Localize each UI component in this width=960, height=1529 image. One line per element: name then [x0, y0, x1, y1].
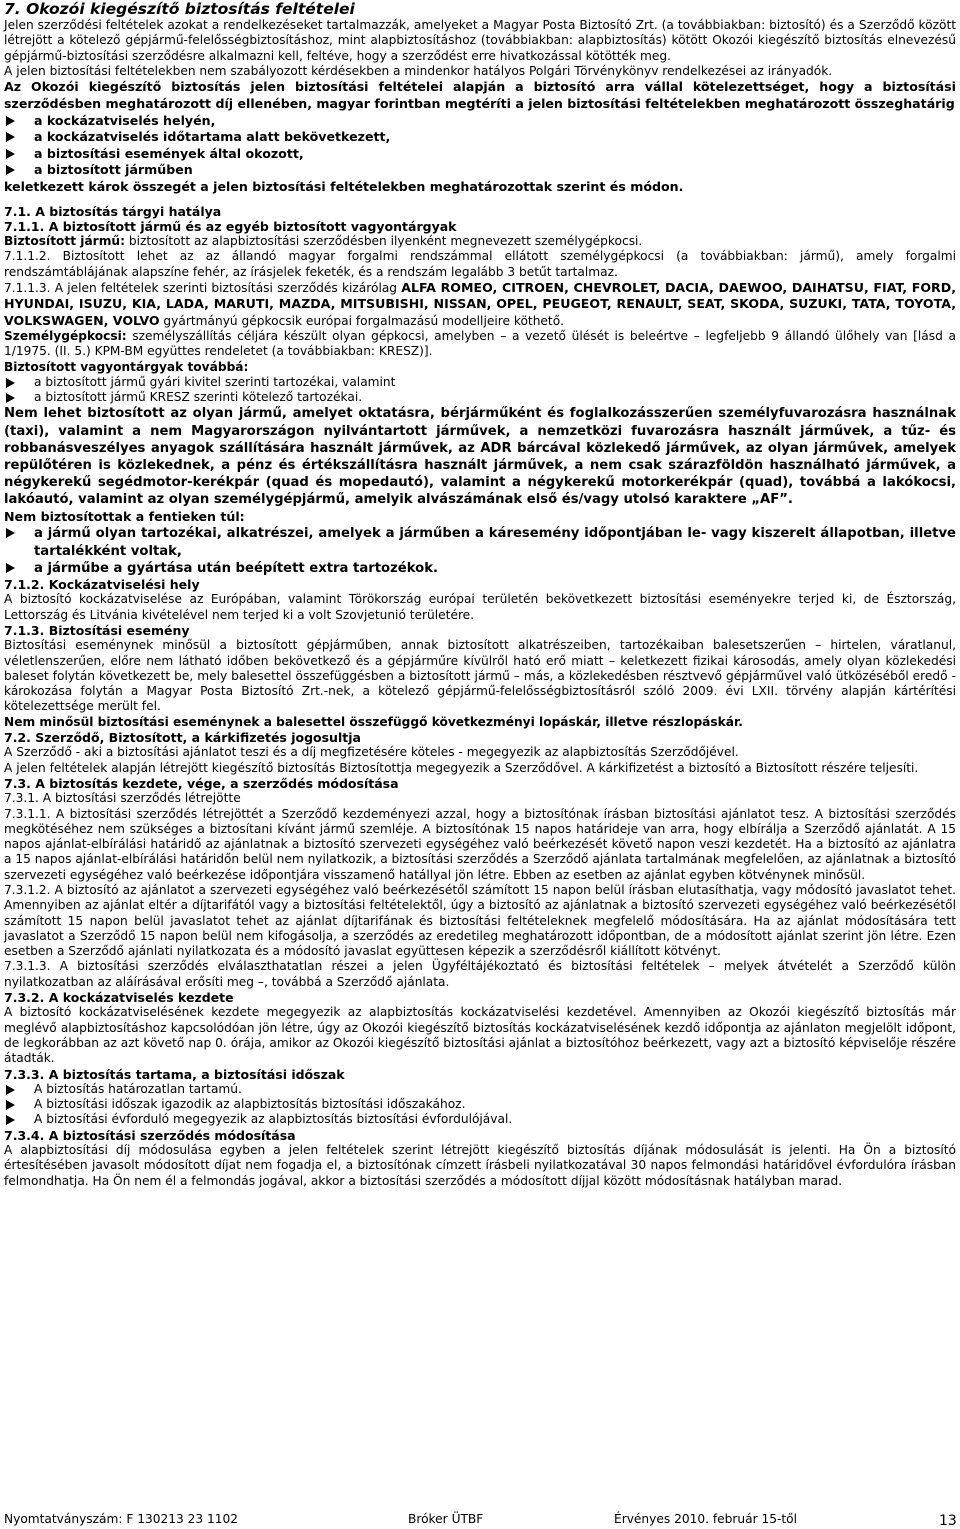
validity-date: Érvényes 2010. február 15-től	[614, 1512, 797, 1526]
not-insured-2-title: Nem biztosítottak a fentieken túl:	[4, 508, 245, 524]
section-title: 7. Okozói kiegészítő biztosítás feltételei	[4, 0, 355, 18]
list-item: A biztosítás határozatlan tartamú.	[4, 1082, 956, 1097]
list-item: A biztosítási évforduló megegyezik az alapbiztosítás biztosítási évfordulójával.	[4, 1112, 956, 1127]
arrow-bullet-icon	[6, 1085, 15, 1095]
arrow-bullet-icon	[6, 528, 15, 538]
broker-label: Bróker ÜTBF	[408, 1512, 484, 1526]
arrow-bullet-icon	[6, 1115, 15, 1125]
definition-insured-vehicle: Biztosított jármű: biztosított az alapbiztosítási szerződésben ilyenként megnevezett személygépkocsi.	[4, 234, 643, 249]
arrow-bullet-icon	[6, 378, 15, 388]
page-footer	[4, 1512, 956, 1528]
list-item: a járműbe a gyártása után beépített extra tartozékok.	[4, 560, 956, 577]
list-item: a biztosított jármű gyári kivitel szerinti tartozékai, valamint	[4, 375, 956, 390]
list-item: a biztosítási események által okozott,	[4, 146, 956, 163]
heading-7-3: 7.3. A biztosítás kezdete, vége, a szerződés módosítása	[4, 775, 399, 791]
arrow-bullet-icon	[6, 149, 15, 159]
term-list	[4, 1082, 956, 1128]
heading-7-1: 7.1. A biztosítás tárgyi hatálya	[4, 203, 222, 219]
arrow-bullet-icon	[6, 393, 15, 403]
not-insured-paragraph: Nem lehet biztosított az olyan jármű, amelyet oktatásra, bérjárműként és foglalkozásszerűen személyfuvarozásra használnak (taxi), valamint a nem Magyarországon nyilvántartott járművek, a nemzetközi fuvarozásra használt járművek, a tűz- és robbanásveszélyes anyagok szállítására használt járművek, az ADR bárcával közlekedő járművek, az olyan járművek, amelyek repülőtéren is közlekednek, a pénz és értékszállításra használt járművek, a nem csak szárazföldön használható járművek, a négykerekű segédmotor-kerékpár (quad és mopedautó), valamint a négykerekű motorkerékpár (quad), továbbá a lakókocsi, lakóautó, valamint az olyan személygépjármű, amelyik alvászámának első és/vagy utolsó karaktere „AF”.	[4, 406, 956, 508]
intro-paragraph-2: A jelen biztosítási feltételekben nem szabályozott kérdésekben a mindenkor hatályos Polgári Törvénykönyv rendelkezései az irányadók.	[4, 63, 833, 78]
paragraph-7-2-2: A jelen feltételek alapján létrejött kiegészítő biztosítás Biztosítottja megegyezik a Szerződővel. A kárkifizetést a biztosító a Biztosított részére teljesíti.	[4, 760, 919, 775]
paragraph-7-3-1-3: 7.3.1.3. A biztosítási szerződés elválaszthatatlan részei a jelen Ügyféltájékoztató és biztosítási feltételek – melyek átvételét a Szerződő külön nyilatkozatban az aláírásával erősíti meg –, továbbá a Szerződő ajánlata.	[4, 959, 956, 989]
paragraph-7-1-1-3: 7.1.1.3. A jelen feltételek szerinti biztosítási szerződés kizárólag ALFA ROMEO, CITROEN, CHEVROLET, DACIA, DAEWOO, DAIHATSU, FIAT, FORD, HYUNDAI, ISUZU, KIA, LADA, MARUTI, MAZDA, MITSUBISHI, NISSAN, OPEL, PEUGEOT, RENAULT, SEAT, SKODA, SUZUKI, TATA, TOYOTA, VOLKSWAGEN, VOLVO gyártmányú gépkocsik európai forgalmazású modelljeire köthető.	[4, 280, 956, 328]
arrow-bullet-icon	[6, 1100, 15, 1110]
paragraph-7-3-2: A biztosító kockázatviselésének kezdete megegyezik az alapbiztosítás kockázatviselési kezdetével. Amennyiben az Okozói kiegészítő biztosítás már meglévő alapbiztosításhoz kapcsolódóan jön létre, úgy az Okozói kiegészítő biztosítás kockázatviselésének kezdő időpontja az ajánlaton megjelölt időpont, de legkorábban az azt követő nap 0. órája, amikor az Okozói kiegészítő biztosítási ajánlat a biztosítóhoz beérkezett, vagy azt a biztosító képviselője részére átadták.	[4, 1005, 956, 1066]
list-item: A biztosítási időszak igazodik az alapbiztosítás biztosítási időszakához.	[4, 1097, 956, 1112]
intro-list	[4, 113, 956, 179]
intro-paragraph-4: keletkezett károk összegét a jelen biztosítási feltételekben meghatározottak szerint és módon.	[4, 178, 684, 194]
list-item: a biztosított jármű KRESZ szerinti kötelező tartozékai.	[4, 390, 956, 405]
subheading-7-3-1: 7.3.1. A biztosítási szerződés létrejötte	[4, 791, 241, 806]
list-item: a kockázatviselés helyén,	[4, 113, 956, 130]
not-insured-2-list	[4, 525, 956, 577]
form-number: Nyomtatványszám: F 130213 23 1102	[4, 1512, 239, 1526]
arrow-bullet-icon	[6, 132, 15, 142]
intro-paragraph-3: Az Okozói kiegészítő biztosítás jelen biztosítási feltételei alapján a biztosító arra vállal kötelezettséget, hogy a biztosítási szerződésben meghatározott díj ellenében, magyar forintban megtéríti a jelen biztosítási feltételekben meghatározott összeghatárig	[4, 79, 956, 111]
heading-7-2: 7.2. Szerződő, Biztosított, a kárkifizetés jogosultja	[4, 730, 361, 746]
further-insured-list	[4, 375, 956, 406]
list-item: a kockázatviselés időtartama alatt bekövetkezett,	[4, 129, 956, 146]
list-item: a jármű olyan tartozékai, alkatrészei, amelyek a járműben a káresemény időpontjában le- vagy kiszerelt állapotban, illetve tartalékként voltak,	[4, 525, 956, 559]
list-item: a biztosított járműben	[4, 162, 956, 179]
arrow-bullet-icon	[6, 165, 15, 175]
paragraph-7-3-1-1: 7.3.1.1. A biztosítási szerződés létrejöttét a Szerződő kezdeményezi azzal, hogy a biztosítónak írásban biztosítási ajánlatot tesz. A biztosítási szerződés megkötéséhez nem szükséges a biztosítani kívánt jármű szemléje. A biztosítónak 15 napos határideje van arra, hogy elbírálja a Szerződő ajánlatát. A 15 napos ajánlat-elbírálási határidő az ajánlatnak a biztosító szervezeti egységéhez való beérkezését követő napon veszi kezdetét. Ha a biztosító az ajánlatra a 15 napos ajánlat-elbírálási határidőn belül nem nyilatkozik, a biztosítási szerződés a Szerződő ajánlata tartalmának megfelelően, az ajánlatnak a biztosító szervezeti egységéhez való beérkezése időpontjára visszamenő hatállyal jön létre. Ebben az esetben az ajánlat egyben kötvénynek minősül.	[4, 806, 956, 882]
definition-passenger-car: Személygépkocsi: személyszállítás céljára készült olyan gépkocsi, amelyben – a vezető ülését is beleértve – legfeljebb 9 állandó ülőhely van [lásd a 1/1975. (II. 5.) KPM-BM együttes rendeletet (a továbbiakban: KRESZ)].	[4, 328, 956, 359]
paragraph-7-3-4: A alapbiztosítási díj módosulása egyben a jelen feltételek szerint létrejött kiegészítő biztosítás díjának módosulását is jelenti. Ha Ön a biztosító értesítésében javasolt módosított díjat nem fogadja el, a biztosítónak címzett írásbeli nyilatkozatával 30 napos felmondási határidővel évfordulóra írásban felmondhatja. Ha Ön nem él a felmondás jogával, akkor a biztosítási szerződés a módosított díjjal között módosításnak hatályban marad.	[4, 1143, 956, 1188]
heading-7-1-2: 7.1.2. Kockázatviselési hely	[4, 577, 200, 593]
document-page	[4, 0, 956, 1189]
heading-7-3-4: 7.3.4. A biztosítási szerződés módosítása	[4, 1127, 296, 1143]
heading-7-1-3: 7.1.3. Biztosítási esemény	[4, 622, 190, 638]
heading-7-3-3: 7.3.3. A biztosítás tartama, a biztosítási időszak	[4, 1066, 345, 1082]
paragraph-7-1-3: Biztosítási eseménynek minősül a biztosított gépjárműben, annak biztosított alkatrészeiben, tartozékaiban balesetszerűen – hirtelen, váratlanul, véletlenszerűen, előre nem látható időben bekövetkező és a gépjárműre kívülről ható erő miatt – keletkezett fizikai károsodás, amely olyan közlekedési baleset folytán következett be, mely balesettel összefüggésben a biztosított jármű – más, a közlekedésben résztvevő gépjárművel való ütközéséből eredő - károkozása folytán a Magyar Posta Biztosító Zrt.-nek, a kötelező gépjármű-felelősségbiztosításról szóló 2009. évi LXII. törvény alapján kártérítési kötelezettsége merült fel.	[4, 638, 956, 714]
paragraph-7-1-2: A biztosító kockázatviselése az Európában, valamint Törökország európai területén bekövetkezett biztosítási eseményekre terjed ki, de Észtország, Lettország és Litvánia kivételével nem terjed ki a volt Szovjetunió területére.	[4, 592, 956, 622]
further-insured-title: Biztosított vagyontárgyak továbbá:	[4, 359, 249, 374]
paragraph-7-1-1-2: 7.1.1.2. Biztosított lehet az az állandó magyar forgalmi rendszámmal ellátott személygépkocsi (a továbbiakban: jármű), amely forgalmi rendszámtáblájának alapszíne fehér, az írásjelek feketék, és a rendszám legalább 3 betűt tartalmaz.	[4, 249, 956, 279]
page-number: 13	[939, 1513, 957, 1529]
paragraph-7-2-1: A Szerződő - aki a biztosítási ajánlatot teszi és a díj megfizetésére köteles - megegyezik az alapbiztosítás Szerződőjével.	[4, 745, 739, 760]
arrow-bullet-icon	[6, 563, 15, 573]
paragraph-7-1-3-bold: Nem minősül biztosítási eseménynek a balesettel összefüggő következményi lopáskár, illetve részlopáskár.	[4, 714, 743, 729]
paragraph-7-3-1-2: 7.3.1.2. A biztosító az ajánlatot a szervezeti egységéhez való beérkezésétől számított 15 napon belül írásban elutasíthatja, vagy módosító javaslatot tehet. Amennyiben az ajánlat eltér a díjtarifától vagy a biztosítási feltételektől, úgy a biztosító az ajánlatnak a biztosító szervezeti egységéhez való beérkezésétől számított 15 napon belül javaslatot tehet az ajánlat díjtarifának és biztosítási feltételeknek megfelelő módosítására. Ha az ajánlat módosítására tett javaslatot a Szerződő 15 napon belül nem kifogásolja, a szerződés az eredetileg meghatározott időpontban, de a módosított ajánlat szerint jön létre. Ezen esetben a Szerződő ajánlati nyilatkozata és a módosító javaslat együttesen képezik a szerződésről kiállított kötvényt.	[4, 883, 956, 959]
intro-paragraph-1: Jelen szerződési feltételek azokat a rendelkezéseket tartalmazzák, amelyeket a Magyar Posta Biztosító Zrt. (a továbbiakban: biztosító) és a Szerződő között létrejött a kötelező gépjármű-felelősségbiztosításhoz, mint alapbiztosításhoz (továbbiakban: alapbiztosítás) kötött Okozói kiegészítő biztosítás elnevezésű gépjármű-biztosítási szerződésre alkalmazni kell, feltéve, hogy a szerződést erre hivatkozással kötötték meg.	[4, 18, 956, 63]
heading-7-1-1: 7.1.1. A biztosított jármű és az egyéb biztosított vagyontárgyak	[4, 218, 457, 234]
arrow-bullet-icon	[6, 116, 15, 126]
heading-7-3-2: 7.3.2. A kockázatviselés kezdete	[4, 990, 234, 1006]
